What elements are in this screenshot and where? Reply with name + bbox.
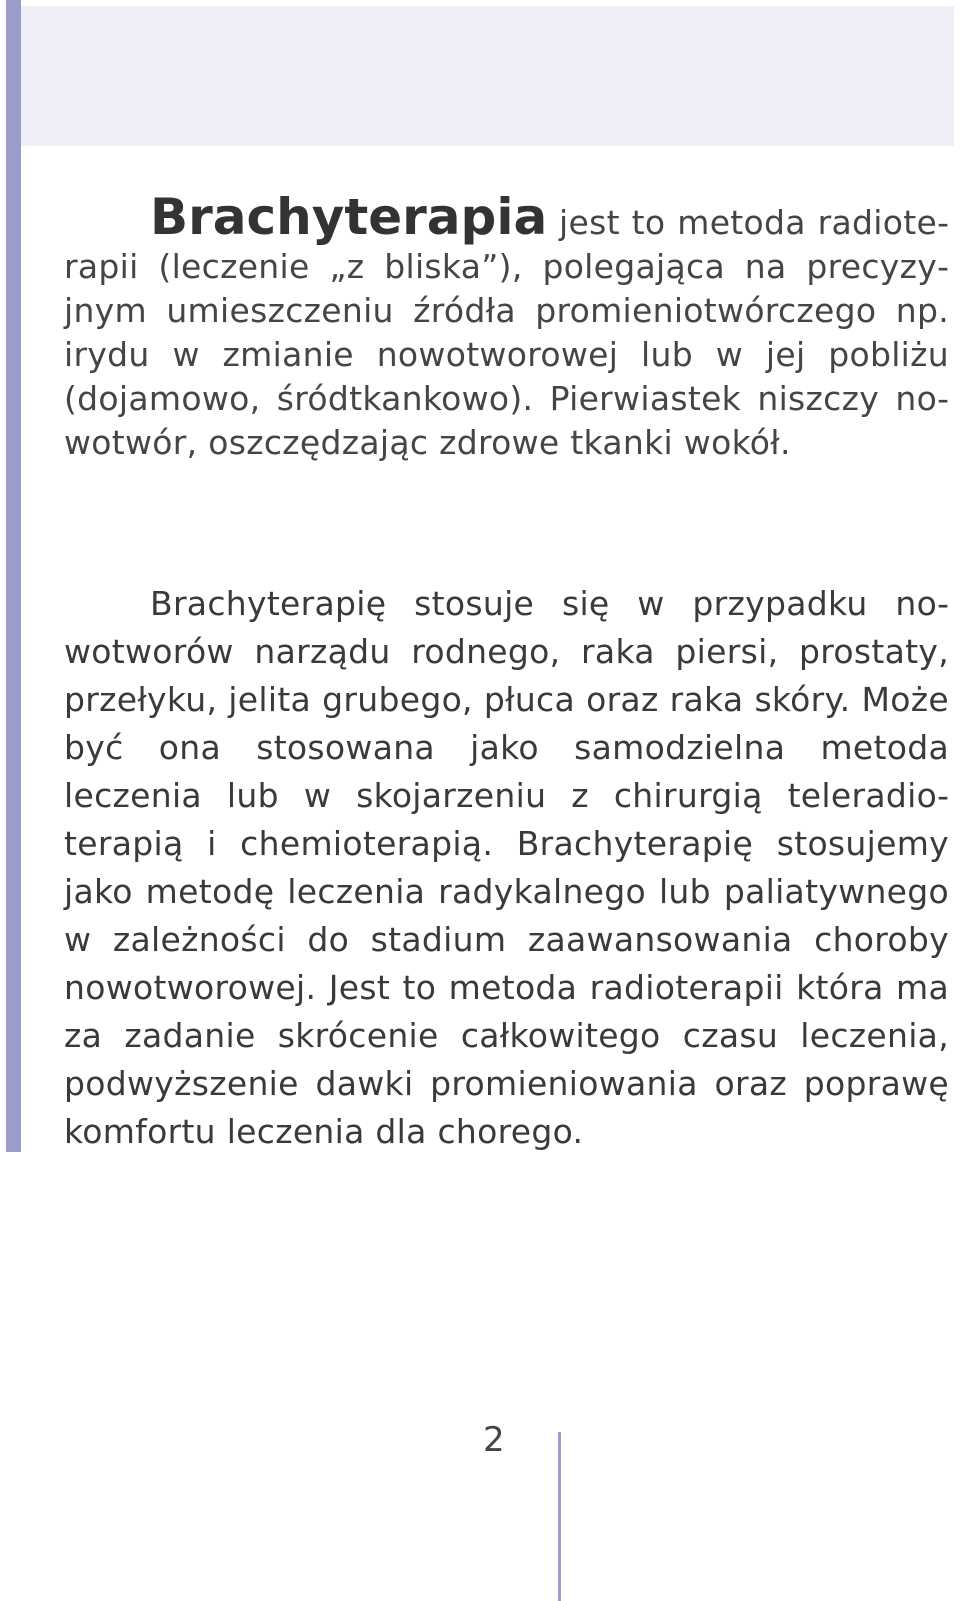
page-number: 2 (483, 1420, 505, 1460)
header-band (21, 6, 954, 146)
lead-term: Brachyterapia (150, 188, 548, 246)
usage-paragraph: Brachyterapię stosuje się w przypadku nowotworów narządu rodnego, raka piersi, prostaty, przełyku, jelita grubego, płuca oraz raka skóry. Może być ona stosowana jako samodzielna metoda leczenia lub w skojarzeniu z chirurgią teleradioterapią i chemioterapią. Brachyterapię stosujemy jako metodę leczenia radykalnego lub paliatywnego w zależności do stadium zaawansowania choroby nowotworowej. Jest to metoda radioterapii która ma za zadanie skrócenie całkowitego czasu leczenia, podwyższenie dawki promieniowania oraz poprawę komfortu leczenia dla chorego. (64, 584, 949, 1151)
page-content (64, 188, 949, 1156)
intro-paragraph (64, 188, 949, 465)
footer-divider-line (558, 1432, 561, 1601)
intro-paragraph-text: jest to metoda radioterapii (leczenie „z bliska”), polegająca na precyzyjnym umieszczeniu źródła promieniotwórczego np. irydu w zmianie nowotworowej lub w jej pobliżu (dojamowo, śródtkankowo). Pierwiastek niszczy nowotwór, oszczędzając zdrowe tkanki wokół. (64, 203, 949, 462)
left-accent-bar (6, 0, 21, 1152)
